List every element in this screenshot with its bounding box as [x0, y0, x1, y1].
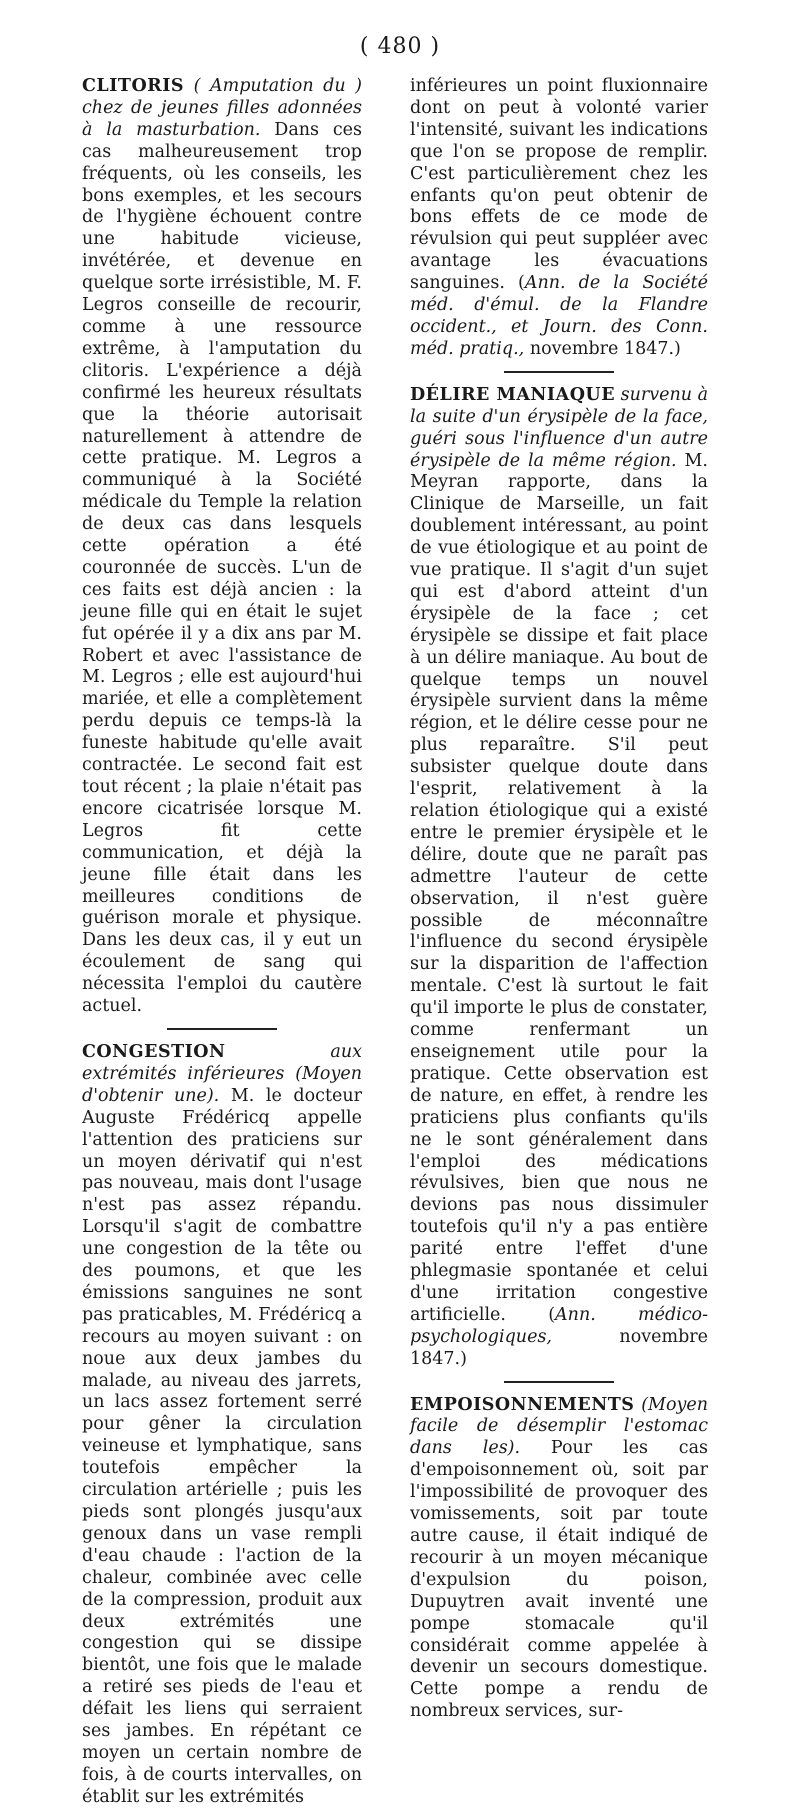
page-number: ( 480 )	[359, 34, 441, 59]
entry-subheading: aux extrémités inférieures (Moyen d'obtenir une).	[82, 1041, 362, 1106]
entry-heading: DÉLIRE MANIAQUE	[410, 384, 616, 405]
entry-heading: CONGESTION	[82, 1041, 226, 1062]
entry-divider	[167, 1028, 277, 1030]
entry-subheading: survenu à la suite d'un érysipèle de la face, guéri sous l'influence d'un autre érysipèle de la même région.	[410, 384, 709, 471]
entry-body: inférieures un point fluxionnaire dont on peut à volonté varier l'intensité, suivant les indications que l'on se propose de remplir. C'est particulièrement chez les enfants qu'on peut obtenir de bons effets de ce mode de révulsion qui peut suppléer avec avantage les évacuations sanguines. (	[410, 76, 708, 294]
entry-reference-end: novembre 1847.)	[410, 1326, 708, 1369]
right-column	[410, 76, 708, 1723]
entry-subheading: (Moyen facile de désemplir l'estomac dans les).	[410, 1394, 708, 1459]
entry-heading: CLITORIS	[82, 76, 185, 96]
entry-congestion-continued	[410, 76, 708, 361]
entry-delire-maniaque	[410, 385, 708, 1371]
entry-congestion	[82, 1042, 362, 1809]
entry-subheading: ( Amputation du ) chez de jeunes filles adonnées à la masturbation.	[82, 76, 362, 140]
entry-divider	[504, 371, 614, 373]
entry-body: Pour les cas d'empoisonnement où, soit par l'impossibilité de provoquer des vomissements, soit par toute autre cause, il était indiqué de recourir à un moyen mécanique d'expulsion du poison, Dupuytren avait inventé une pompe stomacale qu'il considérait comme appelée à devenir un secours domestique. Cette pompe a rendu de nombreux services, sur-	[410, 1438, 708, 1722]
entry-reference: Ann. de la Société méd. d'émul. de la Flandre occident., et Journ. des Conn. méd. pratiq.,	[410, 273, 708, 359]
entry-reference: Ann. médico-psychologiques,	[410, 1304, 709, 1347]
entry-body: M. le docteur Auguste Frédéricq appelle l'attention des praticiens sur un moyen dérivatif qui n'est pas nouveau, mais dont l'usage n'est pas assez répandu. Lorsqu'il s'agit de combattre une congestion de la tête ou des poumons, et que les émissions sanguines ne sont pas praticables, M. Frédéricq a recours au moyen suivant : on noue aux deux jambes du malade, au niveau des jarrets, un lacs assez fortement serré pour gêner la circulation veineuse et lymphatique, sans toutefois empêcher la circulation artérielle ; puis les pieds sont plongés jusqu'aux genoux dans un vase rempli d'eau chaude : l'action de la chaleur, combinée avec celle de la compression, produit aux deux extrémités une congestion qui se dissipe bientôt, une fois que le malade a retiré ses pieds de l'eau et défait les liens qui serraient ses jambes. En répétant ce moyen un certain nombre de fois, à de courts intervalles, on établit sur les extrémités	[82, 1085, 362, 1807]
entry-reference-end: novembre 1847.)	[524, 338, 681, 359]
entry-divider	[504, 1381, 614, 1383]
entry-body: M. Meyran rapporte, dans la Clinique de Marseille, un fait doublement intéressant, au point de vue étiologique et au point de vue pratique. Il s'agit d'un sujet qui est d'abord atteint d'un érysipèle de la face ; cet érysipèle se dissipe et fait place à un délire maniaque. Au bout de quelque temps un nouvel érysipèle survient dans la même région, et le délire cesse pour ne plus reparaître. S'il peut subsister quelque doute dans l'esprit, relativement à la relation étiologique qui a existé entre le premier érysipèle et le délire, doute que ne paraît pas admettre l'auteur de cette observation, il n'est guère possible de méconnaître l'influence du second érysipèle sur la disparition de l'affection mentale. C'est là surtout le fait qu'il importe le plus de constater, comme renfermant un enseignement utile pour la pratique. Cette observation est de nature, en effet, à rendre les praticiens plus confiants qu'ils ne le sont généralement dans l'emploi des médications révulsives, bien que nous ne devions pas nous dissimuler toutefois qu'il n'y a pas entière parité entre l'effet d'une phlegmasie spontanée et celui d'une irritation congestive artificielle. (	[410, 450, 708, 1325]
entry-body: Dans ces cas malheureusement trop fréquents, où les conseils, les bons exemples, et les secours de l'hygiène échouent contre une habitude vicieuse, invétérée, et devenue en quelque sorte irrésistible, M. F. Legros conseille de recourir, comme à une ressource extrême, à l'amputation du clitoris. L'expérience a déjà confirmé les heureux résultats que la théorie autorisait naturellement à attendre de cette pratique. M. Legros a communiqué à la Société médicale du Temple la relation de deux cas dans lesquels cette opération a été couronnée de succès. L'un de ces faits est déjà ancien : la jeune fille qui en était le sujet fut opérée il y a dix ans par M. Robert et avec l'assistance de M. Legros ; elle est aujourd'hui mariée, et elle a complètement perdu depuis ce temps-là la funeste habitude qu'elle avait contractée. Le second fait est tout récent ; la plaie n'était pas encore cicatrisée lorsque M. Legros fit cette communication, et déjà la jeune fille était dans les meilleures conditions de guérison morale et physique. Dans les deux cas, il y eut un écoulement de sang qui nécessita l'emploi du cautère actuel.	[82, 119, 363, 1017]
entry-heading: EMPOISONNEMENTS	[410, 1394, 635, 1415]
left-column	[82, 76, 362, 1809]
entry-clitoris	[82, 76, 362, 1018]
entry-empoisonnements	[410, 1395, 708, 1724]
